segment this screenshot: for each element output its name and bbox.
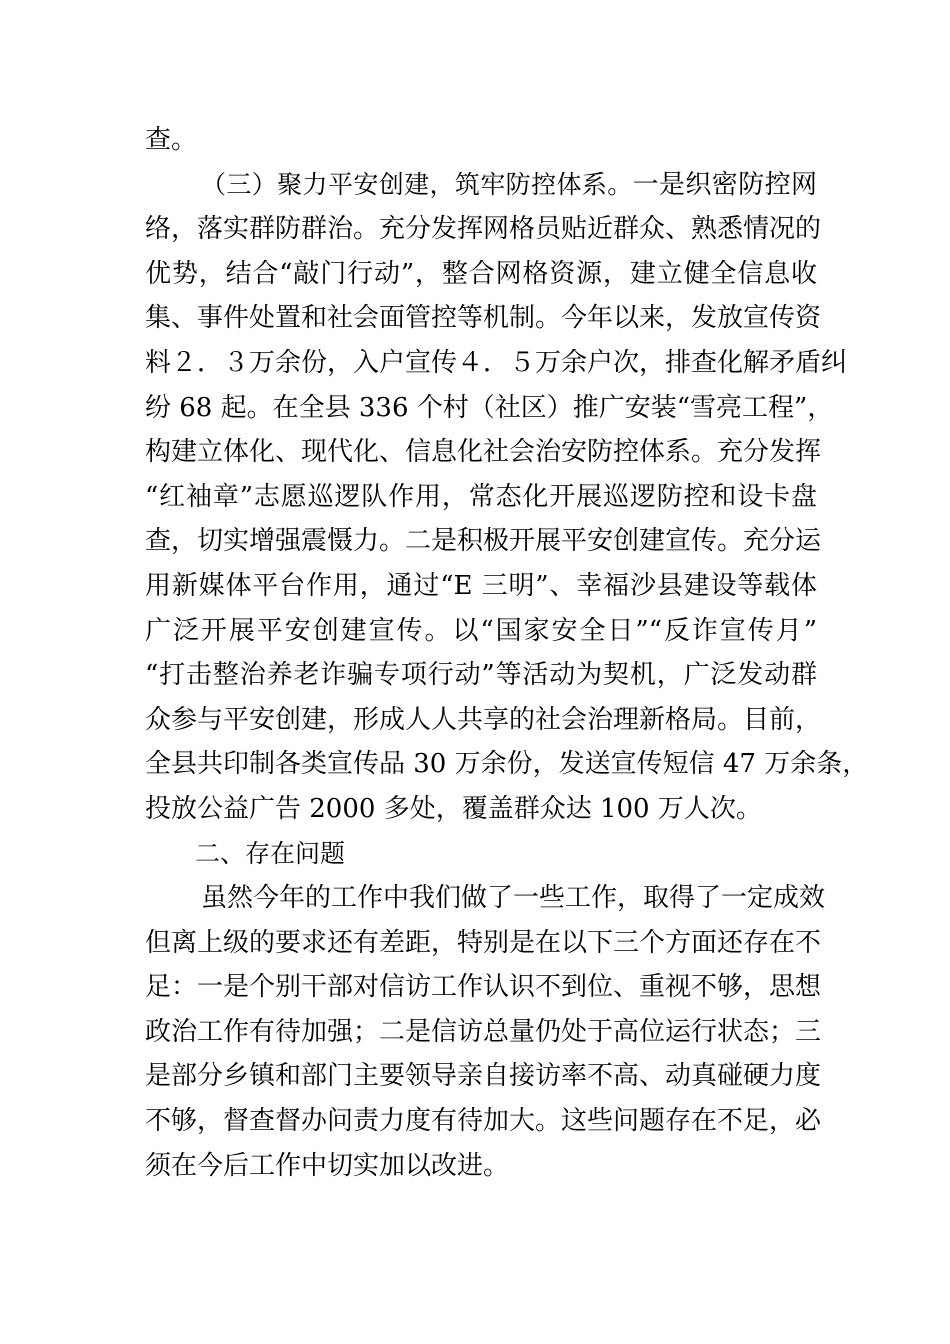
paragraph-line: 查。: [145, 125, 198, 155]
paragraph-line: 不够，督查督办问责力度有待加大。这些问题存在不足，必: [145, 1106, 822, 1137]
paragraph-line: 优势，结合“敲门行动”，整合网格资源，建立健全信息收: [145, 258, 817, 289]
paragraph-line: 络，落实群防群治。充分发挥网格员贴近群众、熟悉情况的: [145, 214, 822, 245]
paragraph-first-line: [145, 163, 817, 208]
paragraph-line: 投放公益广告 2000 多处，覆盖群众达 100 万人次。: [145, 793, 762, 824]
paragraph-line: 集、事件处置和社会面管控等机制。今年以来，发放宣传资: [145, 303, 822, 334]
paragraph-line: 是部分乡镇和部门主要领导亲自接访率不高、动真碰硬力度: [145, 1061, 822, 1092]
paragraph-line: 须在今后工作中切实加以改进。: [145, 1150, 510, 1181]
section-subheading: （三）聚力平安创建，筑牢防控体系。: [201, 169, 633, 199]
paragraph-line: “红袖章”志愿巡逻队作用，常态化开展巡逻防控和设卡盘: [145, 481, 817, 512]
paragraph-line: 政治工作有待加强；二是信访总量仍处于高位运行状态；三: [145, 1016, 822, 1047]
paragraph-text: 一是织密防控网: [632, 169, 817, 200]
paragraph-line: 用新媒体平台作用，通过“E 三明”、幸福沙县建设等载体: [145, 570, 817, 601]
paragraph-line: “打击整治养老诈骗专项行动”等活动为契机，广泛发动群: [145, 660, 817, 691]
section-heading: 二、存在问题: [195, 838, 346, 868]
paragraph-line: 构建立体化、现代化、信息化社会治安防控体系。充分发挥: [145, 437, 822, 468]
paragraph-line: 但离上级的要求还有差距，特别是在以下三个方面还存在不: [145, 927, 822, 958]
paragraph-line: 料２．３万余份，入户宣传４．５万余户次，排查化解矛盾纠: [145, 347, 848, 378]
paragraph-line: 全县共印制各类宣传品 30 万余份，发送宣传短信 47 万余条，: [145, 749, 869, 780]
paragraph-line: 广泛开展平安创建宣传。以“国家安全日”“反诈宣传月”: [145, 615, 817, 646]
paragraph-line: 查，切实增强震慑力。二是积极开展平安创建宣传。充分运: [145, 526, 822, 557]
paragraph-line: 足：一是个别干部对信访工作认识不到位、重视不够，思想: [145, 972, 822, 1003]
document-body: [145, 118, 869, 1188]
paragraph-line: 众参与平安创建，形成人人共享的社会治理新格局。目前，: [145, 704, 822, 735]
paragraph-line: 纷 68 起。在全县 336 个村（社区）推广安装“雪亮工程”，: [145, 392, 834, 423]
paragraph-first-line: 虽然今年的工作中我们做了一些工作，取得了一定成效: [201, 883, 826, 914]
